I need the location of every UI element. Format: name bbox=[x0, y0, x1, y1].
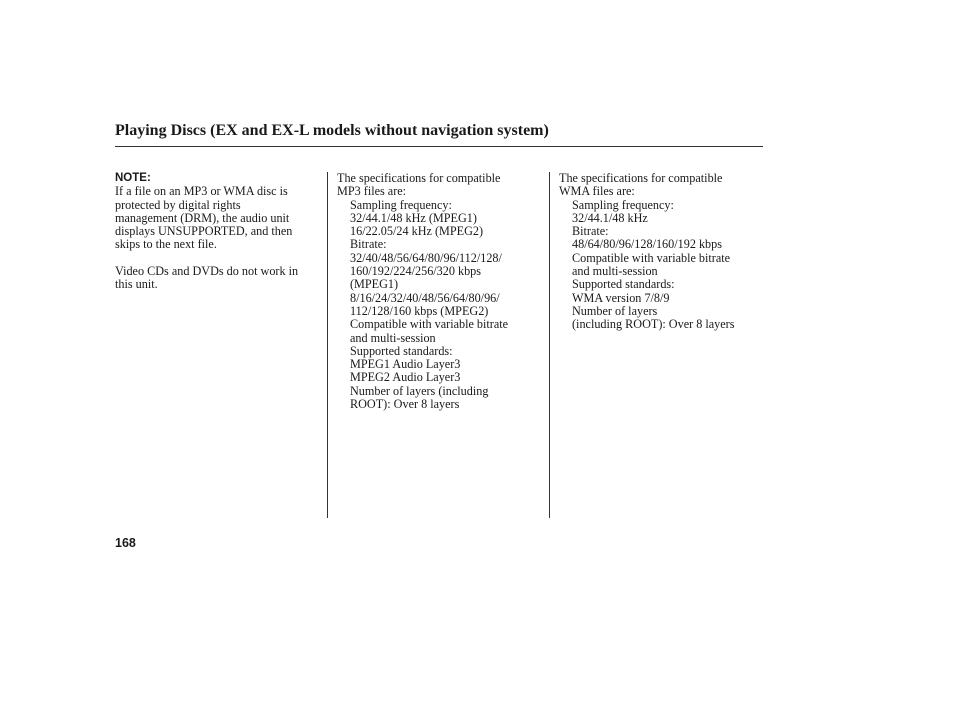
mp3-spec-line: Bitrate: bbox=[350, 237, 387, 252]
wma-intro-line: The specifications for compatible bbox=[559, 171, 723, 185]
mp3-spec-line: (MPEG1) bbox=[350, 277, 399, 292]
mp3-spec-line: Compatible with variable bitrate bbox=[350, 317, 509, 332]
title-divider bbox=[115, 146, 763, 147]
wma-spec-line: and multi-session bbox=[572, 264, 658, 279]
note-label: NOTE: bbox=[115, 172, 151, 184]
column-divider-1 bbox=[327, 172, 328, 518]
mp3-spec-line: Supported standards: bbox=[350, 343, 453, 358]
note-paragraph-drm bbox=[115, 185, 321, 251]
mp3-intro-line: MP3 files are: bbox=[337, 184, 407, 199]
text-line: skips to the next file. bbox=[115, 237, 217, 252]
note-column bbox=[115, 172, 321, 292]
column-divider-2 bbox=[549, 172, 550, 518]
mp3-spec-line: ROOT): Over 8 layers bbox=[350, 397, 460, 412]
text-line: displays UNSUPPORTED, and then bbox=[115, 224, 293, 239]
mp3-spec-line: 32/40/48/56/64/80/96/112/128/ bbox=[350, 250, 502, 265]
mp3-spec-line: 8/16/24/32/40/48/56/64/80/96/ bbox=[350, 290, 500, 305]
mp3-intro-line: The specifications for compatible bbox=[337, 171, 501, 185]
text-line: management (DRM), the audio unit bbox=[115, 210, 290, 225]
text-line: Video CDs and DVDs do not work in bbox=[115, 264, 299, 279]
mp3-spec-line: 112/128/160 kbps (MPEG2) bbox=[350, 303, 489, 318]
mp3-spec-line: Number of layers (including bbox=[350, 383, 489, 398]
paragraph-gap bbox=[115, 252, 321, 265]
mp3-spec-line: 32/44.1/48 kHz (MPEG1) bbox=[350, 210, 477, 225]
page-title: Playing Discs (EX and EX-L models without navigation system) bbox=[115, 122, 549, 139]
mp3-spec-line: 16/22.05/24 kHz (MPEG2) bbox=[350, 224, 484, 239]
wma-spec-line: Sampling frequency: bbox=[572, 197, 674, 212]
text-line: protected by digital rights bbox=[115, 197, 241, 212]
wma-spec-line: Compatible with variable bitrate bbox=[572, 250, 731, 265]
mp3-spec-line: and multi-session bbox=[350, 330, 436, 345]
wma-spec-line: WMA version 7/8/9 bbox=[572, 290, 670, 305]
mp3-spec-line: MPEG1 Audio Layer3 bbox=[350, 357, 461, 372]
note-paragraph-video bbox=[115, 265, 321, 292]
mp3-spec-line: 160/192/224/256/320 kbps bbox=[350, 264, 482, 279]
wma-spec-line: (including ROOT): Over 8 layers bbox=[572, 317, 735, 332]
wma-spec-line: Bitrate: bbox=[572, 224, 609, 239]
mp3-spec-line: MPEG2 Audio Layer3 bbox=[350, 370, 461, 385]
wma-intro-line: WMA files are: bbox=[559, 184, 635, 199]
wma-spec-line: Number of layers bbox=[572, 303, 658, 318]
mp3-spec-line: Sampling frequency: bbox=[350, 197, 452, 212]
text-line: If a file on an MP3 or WMA disc is bbox=[115, 184, 288, 199]
wma-spec-line: 32/44.1/48 kHz bbox=[572, 210, 648, 225]
mp3-spec-column bbox=[337, 172, 543, 411]
wma-spec-line: 48/64/80/96/128/160/192 kbps bbox=[572, 237, 722, 252]
text-line: this unit. bbox=[115, 277, 158, 292]
wma-spec-column bbox=[559, 172, 759, 332]
wma-spec-line: Supported standards: bbox=[572, 277, 675, 292]
page-number: 168 bbox=[115, 536, 136, 550]
